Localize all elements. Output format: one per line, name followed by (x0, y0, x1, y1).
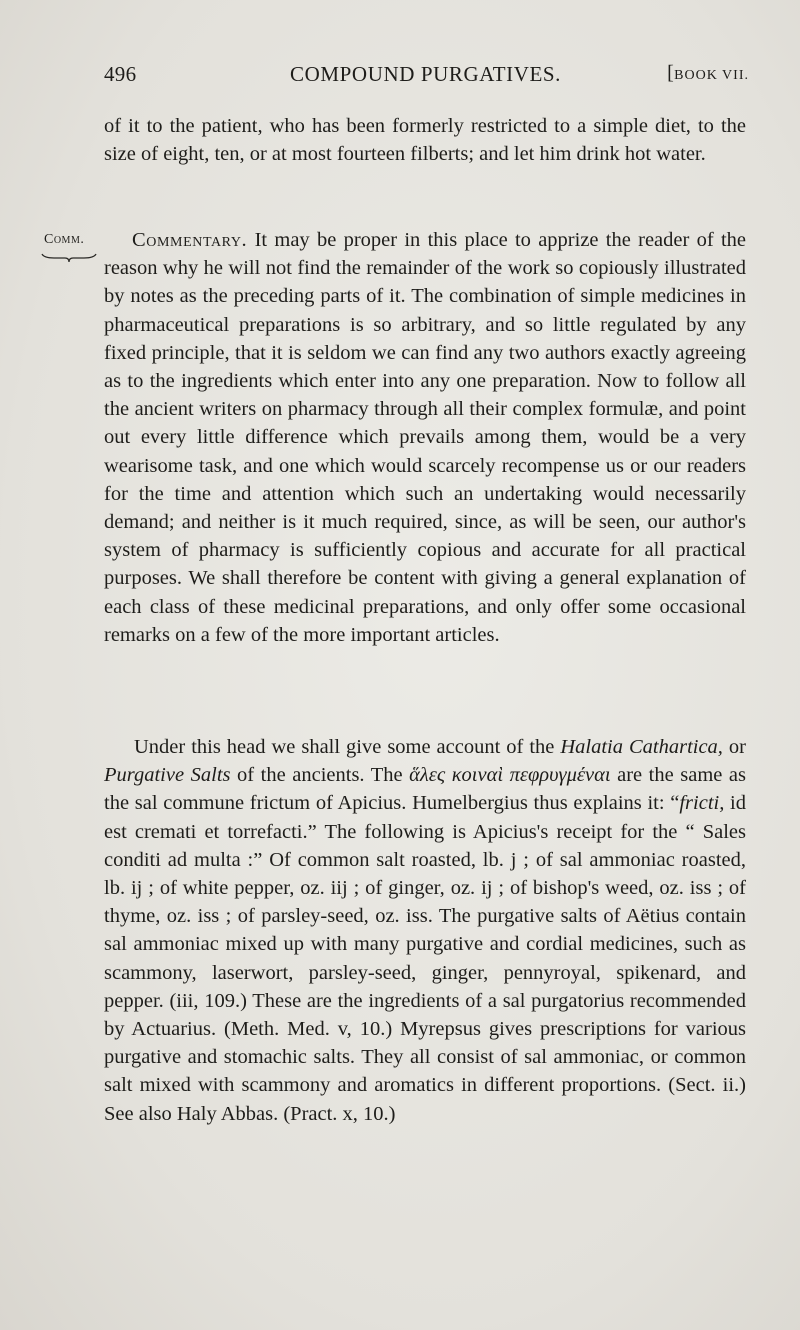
greek-phrase: ἅλες κοιναὶ πεφρυγμέναι (409, 764, 611, 787)
margin-note-comm: Comm. (44, 232, 85, 247)
paragraph-intro: of it to the patient, who has been formerly restricted to a simple diet, to the size of eight, ten, or at most fourteen filberts; and let him drink hot water. (104, 115, 746, 166)
halatia-term: Halatia Cathartica, (560, 736, 723, 758)
halatia-text-1: Under this head we shall give some account of the (134, 736, 561, 758)
commentary-body: It may be proper in this place to apprize the reader of the reason why he will not find the remainder of the work so copiously illustrated by notes as the preceding parts of it. The combination of simple medicines in pharmaceutical preparations is so arbitrary, and so little regulated by any fixed principle, that it is seldom we can find any two authors exactly agreeing as to the ingredients which enter into any one preparation. Now to follow all the ancient writers on pharmacy through all their complex formulæ, and point out every little difference which prevails among them, would be a very wearisome task, and one which would scarcely recompense us or our readers for the time and attention which such an undertaking would necessarily demand; and neither is it much required, since, as will be seen, our author's system of pharmacy is sufficiently copious and accurate for all practical purposes. We shall therefore be content with giving a general explanation of each class of these medicinal preparations, and only offer some occasional remarks on a few of the more important articles. (104, 229, 746, 646)
commentary-heading: Commentary. (132, 229, 248, 251)
halatia-text-2: or (722, 736, 746, 758)
paragraph-halatia (104, 733, 746, 1128)
halatia-text-4: are the same as the sal commune frictum of Apicius. Humelbergius thus explains it: “ (104, 764, 746, 815)
halatia-text-3: of the ancients. The (230, 764, 410, 787)
book-bracket: [ (667, 62, 675, 84)
page-number: 496 (104, 62, 137, 86)
halatia-text-5: id est cremati et torrefacti.” The following is Apicius's receipt for the “ Sales conditi ad multa :” Of common salt roasted, lb. j ; of sal ammoniac roasted, lb. ij ; of white pepper, oz. iij ; of ginger, oz. ij ; of bishop's weed, oz. iss ; of thyme, oz. iss ; of parsley-seed, oz. iss. The purgative salts of Aëtius contain sal ammoniac mixed up with many purgative and cordial medicines, such as scammony, laserwort, parsley-seed, ginger, pennyroyal, spikenard, and pepper. (iii, 109.) These are the ingredients of a sal purgatorius recommended by Actuarius. (Meth. Med. v, 10.) Myrepsus gives prescriptions for various purgative and stomachic salts. They all consist of sal ammoniac, or common salt mixed with scammony and aromatics in different proportions. (Sect. ii.) See also Haly Abbas. (Pract. x, 10.) (104, 792, 746, 1125)
running-title: COMPOUND PURGATIVES. (290, 62, 562, 86)
page-header (104, 62, 749, 98)
book-label: BOOK VII. (674, 68, 749, 83)
margin-brace-icon (40, 250, 98, 264)
paragraph-commentary (104, 226, 746, 649)
fricti-term: fricti, (679, 792, 725, 815)
book-reference (667, 62, 749, 85)
purgative-salts-term: Purgative Salts (104, 764, 231, 787)
